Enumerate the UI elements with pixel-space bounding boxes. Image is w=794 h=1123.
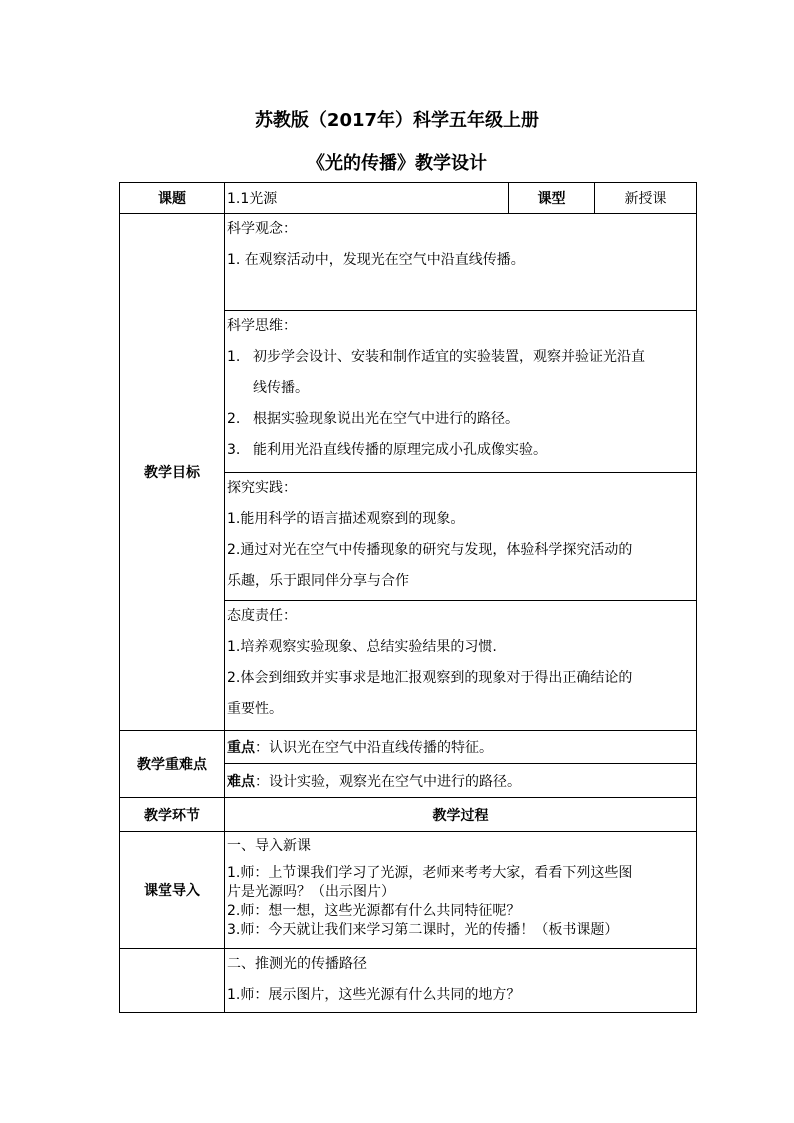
goal-thinking-item-1: 1. 初步学会设计、安装和制作适宜的实验装置，观察并验证光沿直 xyxy=(227,346,693,368)
table-row-next xyxy=(120,949,697,1013)
intro-line-5: 3.师：今天就让我们来学习第二课时，光的传播！（板书课题） xyxy=(227,922,619,938)
table-row-topic xyxy=(120,183,697,214)
goal-concept-cell xyxy=(225,214,697,311)
intro-line-4: 2.师：想一想，这些光源都有什么共同特征呢？ xyxy=(227,903,521,919)
goal-thinking-item-3: 3. 能利用光沿直线传播的原理完成小孔成像实验。 xyxy=(227,439,693,461)
goal-attitude-item-2: 2.体会到细致并实事求是地汇报观察到的现象对于得出正确结论的 xyxy=(227,670,633,686)
intro-line-2: 1.师：上节课我们学习了光源，老师来考考大家，看看下列这些图 xyxy=(227,865,633,881)
goal-practice-item-2-cont: 乐趣，乐于跟同伴分享与合作 xyxy=(227,573,409,589)
document-title: 苏教版（2017年）科学五年级上册 xyxy=(254,110,540,131)
table-row-process-header xyxy=(120,798,697,832)
goal-thinking-item-1-cont: 线传播。 xyxy=(253,380,309,396)
goal-thinking-cell xyxy=(225,311,697,473)
list-number: 3. xyxy=(227,442,241,458)
list-number: 2. xyxy=(227,411,241,427)
goal-practice-item-1: 1.能用科学的语言描述观察到的现象。 xyxy=(227,511,465,527)
goal-attitude-cell xyxy=(225,601,697,731)
label-next-stage xyxy=(120,949,225,1013)
difficulty-cell xyxy=(225,764,697,798)
label-teaching-goals: 教学目标 xyxy=(120,214,225,731)
goal-practice-cell xyxy=(225,473,697,601)
goal-practice-item-2: 2.通过对光在空气中传播现象的研究与发现，体验科学探究活动的 xyxy=(227,542,633,558)
focus-text: ：认识光在空气中沿直线传播的特征。 xyxy=(255,740,493,756)
list-number: 1. xyxy=(227,349,241,365)
lesson-type-value: 新授课 xyxy=(595,183,697,214)
goal-practice-heading: 探究实践： xyxy=(227,480,297,496)
lesson-plan-table xyxy=(119,182,697,1013)
table-row-intro xyxy=(120,832,697,949)
label-class-intro: 课堂导入 xyxy=(120,832,225,949)
label-teaching-process: 教学过程 xyxy=(225,798,697,832)
next-line-1: 二、推测光的传播路径 xyxy=(227,956,367,972)
next-line-2: 1.师：展示图片，这些光源有什么共同的地方？ xyxy=(227,987,521,1003)
intro-cell xyxy=(225,832,697,949)
table-row-focus xyxy=(120,731,697,764)
goal-thinking-item-2: 2. 根据实验现象说出光在空气中进行的路径。 xyxy=(227,408,693,430)
goal-attitude-item-2-cont: 重要性。 xyxy=(227,701,283,717)
goal-concept-heading: 科学观念： xyxy=(227,221,297,237)
next-cell xyxy=(225,949,697,1013)
focus-label: 重点 xyxy=(227,740,255,756)
table-row-goal-concept xyxy=(120,214,697,311)
label-topic: 课题 xyxy=(120,183,225,214)
label-lesson-type: 课型 xyxy=(509,183,595,214)
intro-line-3: 片是光源吗？（出示图片） xyxy=(227,884,395,900)
label-teaching-stage: 教学环节 xyxy=(120,798,225,832)
goal-thinking-heading: 科学思维： xyxy=(227,318,297,334)
goal-concept-item-1: 1. 在观察活动中，发现光在空气中沿直线传播。 xyxy=(227,252,525,268)
document-subtitle: 《光的传播》教学设计 xyxy=(307,153,487,174)
goal-attitude-heading: 态度责任： xyxy=(227,608,297,624)
topic-value: 1.1光源 xyxy=(225,183,509,214)
difficulty-text: ：设计实验，观察光在空气中进行的路径。 xyxy=(255,773,521,790)
focus-cell xyxy=(225,731,697,764)
label-key-difficulties: 教学重难点 xyxy=(120,731,225,798)
intro-line-1: 一、导入新课 xyxy=(227,838,311,854)
difficulty-label: 难点 xyxy=(227,773,255,790)
goal-attitude-item-1: 1.培养观察实验现象、总结实验结果的习惯. xyxy=(227,639,497,655)
